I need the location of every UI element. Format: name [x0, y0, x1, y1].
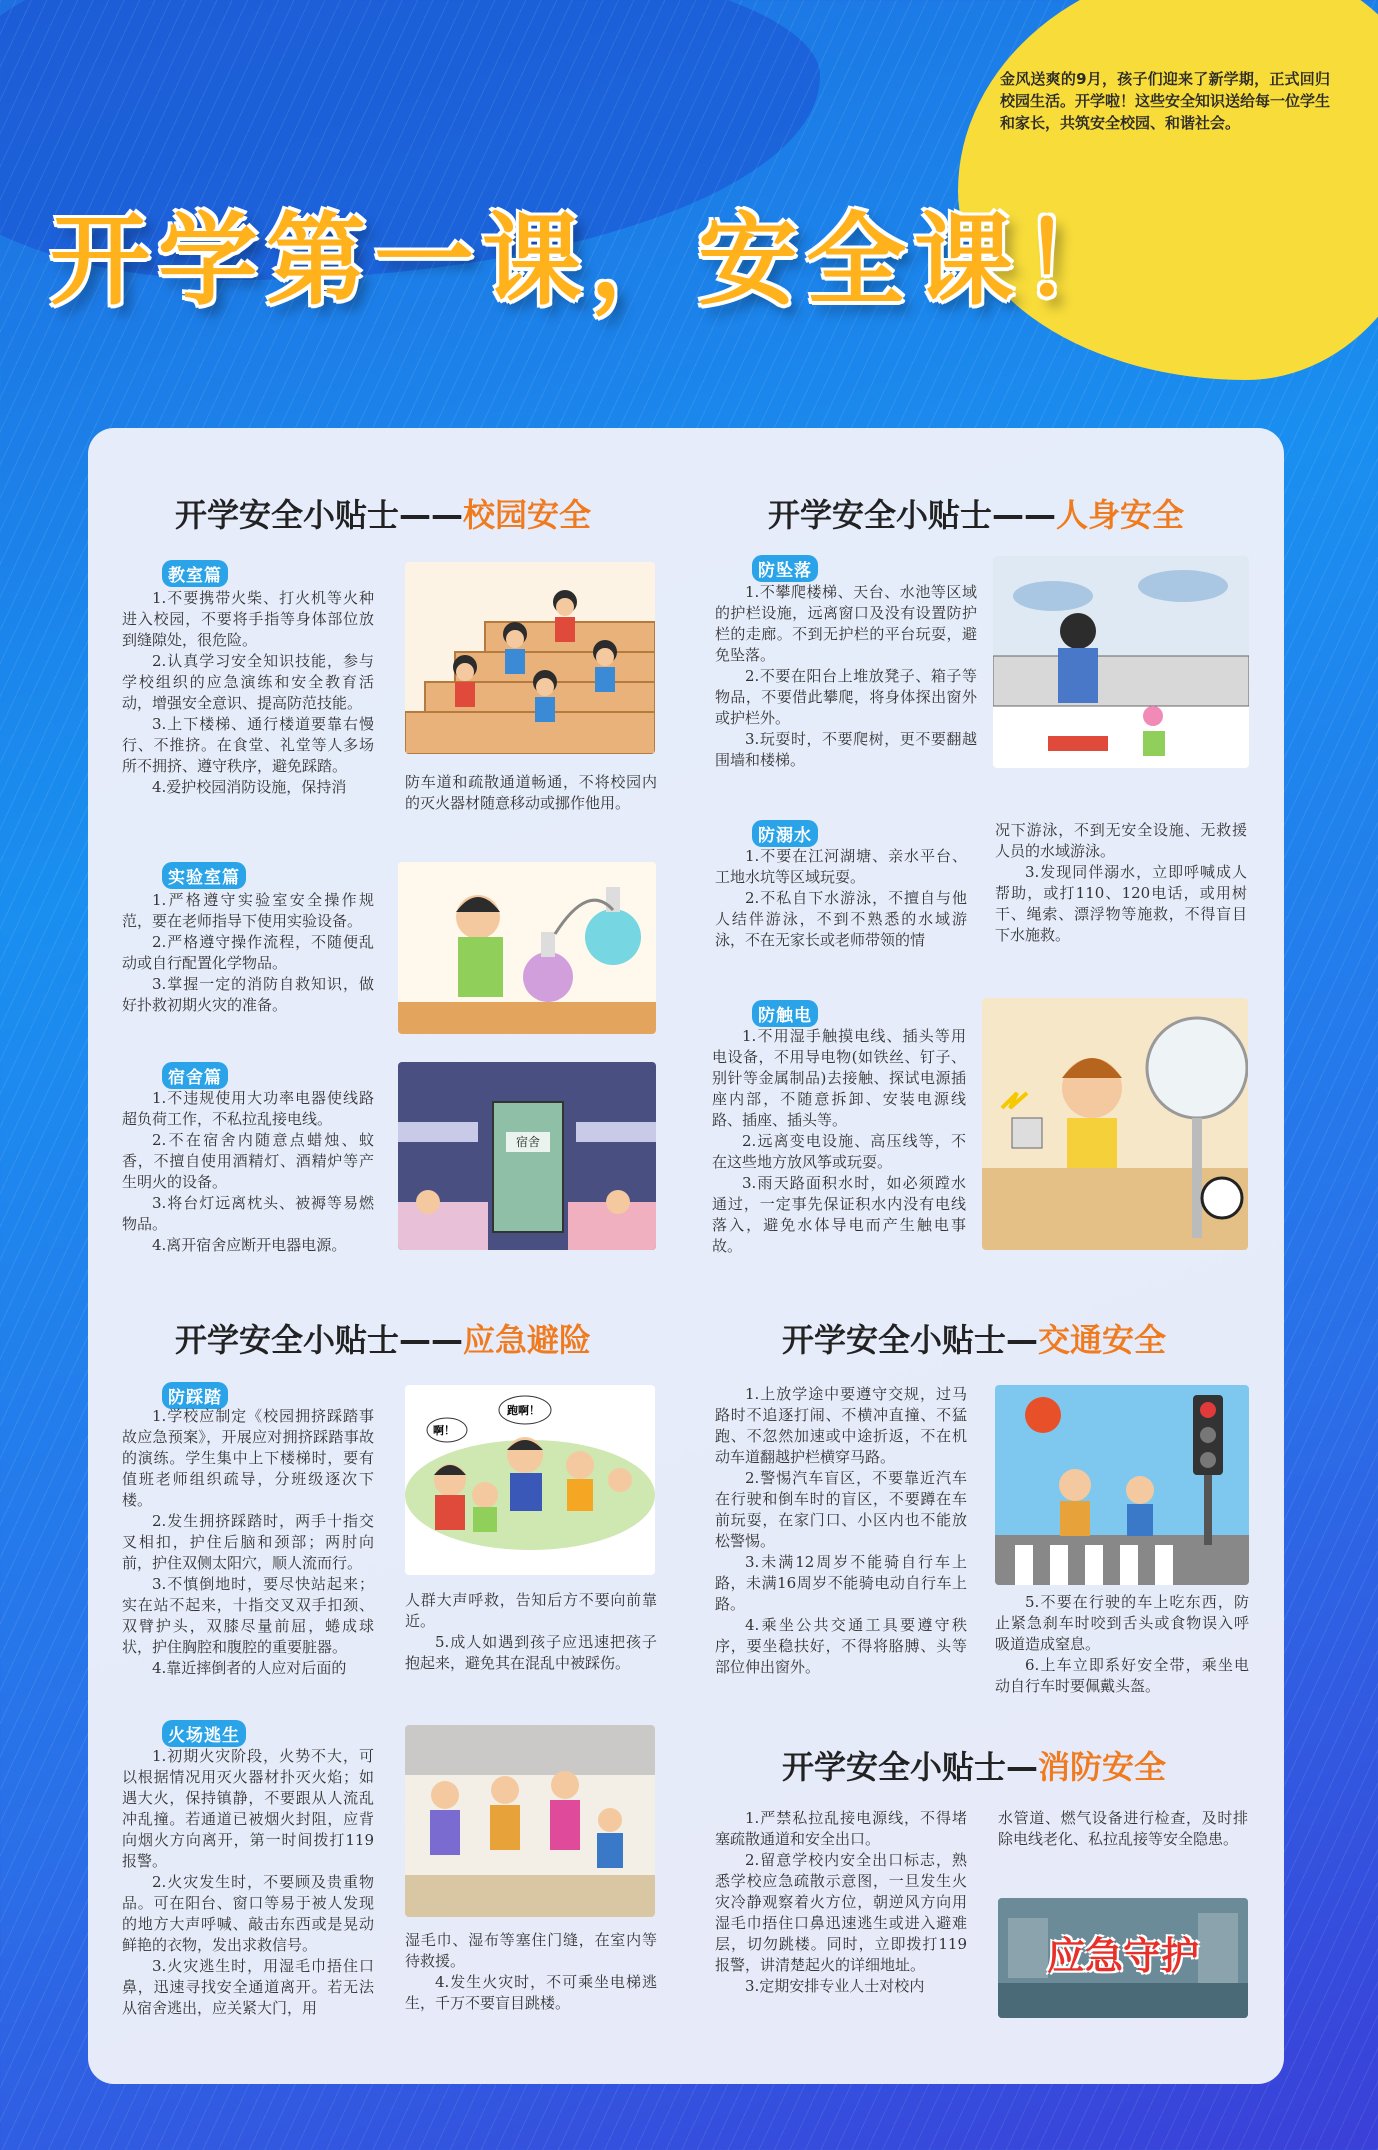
dorm-illustration [398, 1062, 656, 1250]
dorm-text [122, 1088, 374, 1256]
stampede-text-cont [405, 1590, 657, 1674]
paragraph: 2.警惕汽车盲区，不要靠近汽车在行驶和倒车时的盲区，不要蹲在车前玩耍，在家门口、小区内也不能放松警惕。 [715, 1469, 967, 1550]
fire-text [715, 1808, 967, 1997]
paragraph: 4.靠近摔倒者的人应对后面的 [152, 1659, 347, 1677]
crosswalk-illustration [995, 1385, 1249, 1585]
paragraph: 2.留意学校内安全出口标志，熟悉学校应急疏散示意图，一旦发生火灾冷静观察着火方位，朝逆风方向用湿毛巾捂住口鼻迅速逃生或进入避难层，切勿跳楼。同时，立即拨打119报警，讲清楚起火的详细地址。 [715, 1851, 967, 1974]
traffic-text [715, 1384, 967, 1678]
paragraph: 2.认真学习安全知识技能，参与学校组织的应急演练和安全教育活动，增强安全意识、提高防范技能。 [122, 652, 374, 712]
paragraph: 1.严禁私拉乱接电源线，不得堵塞疏散通道和安全出口。 [715, 1809, 967, 1848]
drown-text-cont [995, 820, 1247, 946]
paragraph: 2.发生拥挤踩踏时，两手十指交叉相扣，护住后脑和颈部；两肘向前，护住双侧太阳穴，顺人流而行。 [122, 1512, 374, 1572]
paragraph: 1.不要在江河湖塘、亲水平台、工地水坑等区域玩耍。 [715, 847, 967, 886]
paragraph: 4.发生火灾时，不可乘坐电梯逃生，千万不要盲目跳楼。 [405, 1973, 657, 2012]
paragraph: 3.火灾逃生时，用湿毛巾捂住口鼻，迅速寻找安全通道离开。若无法从宿舍逃出，应关紧大门，用 [122, 1957, 374, 2017]
fire-escape-illustration [405, 1725, 655, 1917]
paragraph: 3.将台灯远离枕头、被褥等易燃物品。 [122, 1194, 374, 1233]
paragraph: 况下游泳，不到无安全设施、无救援人员的水域游泳。 [995, 821, 1247, 860]
stampede-tag: 防踩踏 [162, 1382, 228, 1409]
fire-escape-text-cont [405, 1930, 657, 2014]
window-climb-illustration [993, 556, 1249, 768]
paragraph: 3.不慎倒地时，要尽快站起来；实在站不起来，十指交叉双手扣颈、双臂护头，双膝尽量前屈，蜷成球状，护住胸腔和腹腔的重要脏器。 [122, 1575, 374, 1656]
main-title: 开学第一课，安全课！ [50, 202, 1130, 319]
emergency-section-title [175, 1315, 591, 1361]
paragraph: 1.初期火灾阶段，火势不大，可以根据情况用灭火器材扑灭火焰；如遇大火，保持镇静，不要跟从人流乱冲乱撞。若通道已被烟火封阻，应背向烟火方向离开，第一时间拨打119报警。 [122, 1747, 374, 1870]
paragraph: 人群大声呼救，告知后方不要向前靠近。 [405, 1591, 657, 1630]
title-prefix: 开学安全小贴士—— [768, 496, 1057, 534]
intro-text: 金风送爽的9月，孩子们迎来了新学期，正式回归校园生活。开学啦！这些安全知识送给每一位学生和家长，共筑安全校园、和谐社会。 [1000, 70, 1331, 132]
paragraph: 3.雨天路面积水时，如必须蹚水通过，一定事先保证积水内没有电线落入，避免水体导电而产生触电事故。 [712, 1174, 966, 1255]
paragraph: 2.远离变电设施、高压线等，不在这些地方放风筝或玩耍。 [712, 1132, 966, 1171]
fall-text [715, 582, 977, 771]
shock-tag: 防触电 [752, 1000, 818, 1027]
drown-text [715, 846, 967, 951]
paragraph: 3.掌握一定的消防自救知识，做好扑救初期火灾的准备。 [122, 975, 374, 1014]
paragraph: 1.学校应制定《校园拥挤踩踏事故应急预案》，开展应对拥挤踩踏事故的演练。学生集中上下楼梯时，要有值班老师组织疏导，分班级逐次下楼。 [122, 1407, 374, 1509]
fire-escape-text [122, 1746, 374, 2019]
personal-section-title [768, 490, 1184, 536]
paragraph: 防车道和疏散通道畅通，不将校园内的灭火器材随意移动或挪作他用。 [405, 773, 657, 812]
fall-tag: 防坠落 [752, 555, 818, 582]
classroom-text [122, 588, 374, 798]
paragraph: 水管道、燃气设备进行检查，及时排除电线老化、私拉乱接等安全隐患。 [998, 1809, 1248, 1848]
campus-section-title [175, 490, 591, 536]
title-highlight: 消防安全 [1038, 1748, 1167, 1786]
paragraph: 2.不在宿舍内随意点蜡烛、蚊香，不擅自使用酒精灯、酒精炉等产生明火的设备。 [122, 1131, 374, 1191]
paragraph: 6.上车立即系好安全带，乘坐电动自行车时要佩戴头盔。 [995, 1656, 1249, 1695]
traffic-section-title [782, 1315, 1166, 1361]
title-highlight: 人身安全 [1056, 496, 1185, 534]
lab-illustration [398, 862, 656, 1034]
title-highlight: 交通安全 [1038, 1321, 1167, 1359]
emergency-banner-text: 应急守护 [1046, 1934, 1199, 1978]
title-prefix: 开学安全小贴士—— [175, 496, 464, 534]
title-highlight: 应急避险 [463, 1321, 592, 1359]
paragraph: 2.不要在阳台上堆放凳子、箱子等物品，不要借此攀爬，将身体探出窗外或护栏外。 [715, 667, 977, 727]
paragraph: 5.成人如遇到孩子应迅速把孩子抱起来，避免其在混乱中被踩伤。 [405, 1633, 657, 1672]
title-highlight: 校园安全 [463, 496, 592, 534]
traffic-text-cont [995, 1592, 1249, 1697]
paragraph: 1.严格遵守实验室安全操作规范，要在老师指导下使用实验设备。 [122, 891, 374, 930]
paragraph: 湿毛巾、湿布等塞住门缝，在室内等待救援。 [405, 1931, 657, 1970]
paragraph: 4.离开宿舍应断开电器电源。 [152, 1236, 347, 1254]
speech-bubble-1: 啊！ [433, 1424, 455, 1437]
fire-text-cont [998, 1808, 1248, 1850]
stampede-illustration [405, 1385, 655, 1575]
stairs-illustration [405, 562, 655, 754]
classroom-text-cont [405, 772, 657, 814]
lab-tag: 实验室篇 [162, 862, 246, 889]
title-prefix: 开学安全小贴士— [782, 1748, 1039, 1786]
lab-text [122, 890, 374, 1016]
paragraph: 4.乘坐公共交通工具要遵守秩序，要坐稳扶好，不得将胳膊、头等部位伸出窗外。 [715, 1616, 967, 1676]
paragraph: 3.定期安排专业人士对校内 [745, 1977, 925, 1995]
paragraph: 4.爱护校园消防设施，保持消 [152, 778, 347, 796]
dorm-tag: 宿舍篇 [162, 1062, 228, 1089]
paragraph: 1.不用湿手触摸电线、插头等用电设备，不用导电物(如铁丝、钉子、别针等金属制品)去接触、探试电源插座内部，不随意拆卸、安装电源线路、插座、插头等。 [712, 1027, 966, 1129]
emergency-banner-image [998, 1898, 1248, 2018]
paragraph: 3.上下楼梯、通行楼道要靠右慢行、不推挤。在食堂、礼堂等人多场所不拥挤、遵守秩序，避免踩踏。 [122, 715, 374, 775]
paragraph: 1.不攀爬楼梯、天台、水池等区域的护栏设施，远离窗口及没有设置防护栏的走廊。不到无护栏的平台玩耍，避免坠落。 [715, 583, 977, 664]
dorm-door-sign: 宿舍 [515, 1135, 540, 1149]
drown-tag: 防溺水 [752, 820, 818, 847]
paragraph: 2.严格遵守操作流程，不随便乱动或自行配置化学物品。 [122, 933, 374, 972]
shock-text [712, 1026, 966, 1257]
stampede-text [122, 1406, 374, 1679]
paragraph: 2.不私自下水游泳，不擅自与他人结伴游泳，不到不熟悉的水域游泳，不在无家长或老师带领的情 [715, 889, 967, 949]
title-prefix: 开学安全小贴士—— [175, 1321, 464, 1359]
paragraph: 3.未满12周岁不能骑自行车上路，未满16周岁不能骑电动自行车上路。 [715, 1553, 967, 1613]
fire-section-title [782, 1742, 1166, 1788]
paragraph: 3.发现同伴溺水，立即呼喊成人帮助，或打110、120电话，或用树干、绳索、漂浮物等施救，不得盲目下水施救。 [995, 863, 1247, 944]
paragraph: 3.玩耍时，不要爬树，更不要翻越围墙和楼梯。 [715, 730, 977, 769]
paragraph: 1.不要携带火柴、打火机等火种进入校园，不要将手指等身体部位放到缝隙处，很危险。 [122, 589, 374, 649]
paragraph: 5.不要在行驶的车上吃东西，防止紧急刹车时咬到舌头或食物误入呼吸道造成窒息。 [995, 1593, 1249, 1653]
paragraph: 1.不违规使用大功率电器使线路超负荷工作，不私拉乱接电线。 [122, 1089, 374, 1128]
paragraph: 2.火灾发生时，不要顾及贵重物品。可在阳台、窗口等易于被人发现的地方大声呼喊、敲击东西或是晃动鲜艳的衣物，发出求救信号。 [122, 1873, 374, 1954]
classroom-tag: 教室篇 [162, 560, 228, 587]
paragraph: 1.上放学途中要遵守交规，过马路时不追逐打闹、不横冲直撞、不猛跑、不忽然加速或中途折返，不在机动车道翻越护栏横穿马路。 [715, 1385, 967, 1466]
title-prefix: 开学安全小贴士— [782, 1321, 1039, 1359]
fire-escape-tag: 火场逃生 [162, 1720, 246, 1747]
electric-shock-illustration [982, 998, 1248, 1250]
speech-bubble-2: 跑啊！ [507, 1404, 540, 1417]
